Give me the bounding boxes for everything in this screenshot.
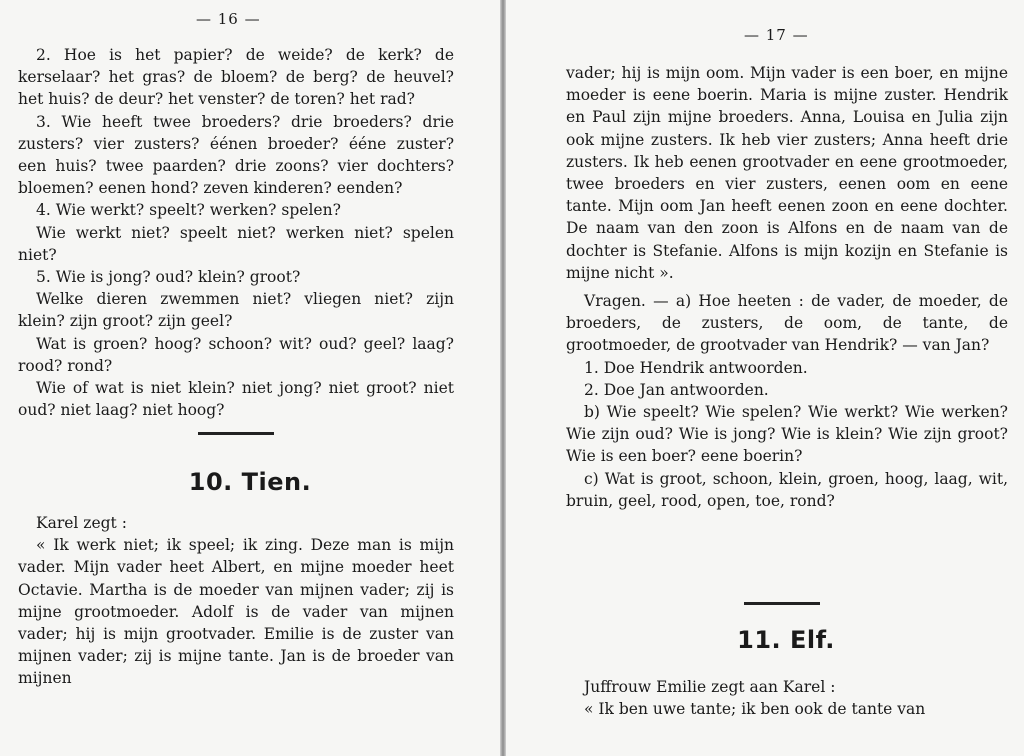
lesson-11-text: « Ik ben uwe tante; ik ben ook de tante van <box>584 700 926 719</box>
exercise-5d: Wie of wat is niet klein? niet jong? niet groot? niet oud? niet laag? niet hoog? <box>18 379 454 420</box>
exercise-2: 2. Hoe is het papier? de weide? de kerk? de kerselaar? het gras? de bloem? de berg? de heuvel? het huis? de deur? het venster? de toren? het rad? <box>18 46 454 109</box>
left-page-exercises <box>18 44 454 421</box>
right-page <box>506 0 1024 756</box>
section-divider <box>198 432 274 435</box>
lesson-11-title: 11. Elf. <box>737 626 835 654</box>
vragen-2: 2. Doe Jan antwoorden. <box>584 380 769 399</box>
exercise-3: 3. Wie heeft twee broeders? drie broeders? drie zusters? vier zusters? éénen broeder? ééne zuster? een huis? twee paarden? drie zoons? vier dochters? bloemen? eenen hond? zeven kinderen? eenden? <box>18 112 454 198</box>
section-divider-2 <box>744 602 820 605</box>
vragen-b: b) Wie speelt? Wie spelen? Wie werkt? Wie werken? Wie zijn oud? Wie is jong? Wie is klein? Wie zijn groot? Wie is een boer? eene boerin? <box>566 403 1008 466</box>
vragen-1: 1. Doe Hendrik antwoorden. <box>584 358 808 377</box>
right-page-body <box>566 62 1008 512</box>
exercise-4b: Wie werkt niet? speelt niet? werken niet? spelen niet? <box>18 223 454 264</box>
exercise-5c: Wat is groen? hoog? schoon? wit? oud? geel? laag? rood? rond? <box>18 334 454 375</box>
emilie-zegt: Juffrouw Emilie zegt aan Karel : <box>584 678 836 696</box>
exercise-5b: Welke dieren zwemmen niet? vliegen niet? zijn klein? zijn groot? zijn geel? <box>18 290 454 331</box>
left-page <box>0 0 500 756</box>
lesson-10-continued: vader; hij is mijn oom. Mijn vader is een boer, en mijne moeder is eene boerin. Maria is mijne zuster. Hendrik en Paul zijn mijne broeders. Anna, Louisa en Julia zijn ook mijne zusters. Ik heb vier zusters; Anna heeft drie zusters. Ik heb eenen grootvader en eene grootmoeder, twee broeders en vier zusters, eenen oom en eene tante. Mijn oom Jan heeft eenen zoon en eene dochter. De naam van den zoon is Alfons en de naam van de dochter is Stefanie. Alfons is mijn kozijn en Stefanie is mijne nicht ». <box>566 64 1008 282</box>
exercise-4a: 4. Wie werkt? speelt? werken? spelen? <box>36 201 341 220</box>
lesson-10-body <box>18 512 454 690</box>
exercise-5a: 5. Wie is jong? oud? klein? groot? <box>36 268 301 287</box>
karel-zegt: Karel zegt : <box>36 514 127 532</box>
vragen-c: c) Wat is groot, schoon, klein, groen, hoog, laag, wit, bruin, geel, rood, open, toe, rond? <box>566 469 1008 510</box>
lesson-10-title: 10. Tien. <box>188 468 312 496</box>
lesson-11-body <box>566 676 1008 720</box>
page-number-17: — 17 — <box>744 26 809 44</box>
vragen-a: Vragen. — a) Hoe heeten : de vader, de moeder, de broeders, de zusters, de oom, de tante, de grootmoeder, de grootvader van Hendrik? — van Jan? <box>566 292 1008 355</box>
page-number-16: — 16 — <box>196 10 261 28</box>
lesson-10-text: « Ik werk niet; ik speel; ik zing. Deze man is mijn vader. Mijn vader heet Albert, en mijne moeder heet Octavie. Martha is de moeder van mijnen vader; zij is mijne grootmoeder. Adolf is de vader van mijnen vader; hij is mijn grootvader. Emilie is de zuster van mijnen vader; zij is mijne tante. Jan is de broeder van mijnen <box>18 536 454 688</box>
